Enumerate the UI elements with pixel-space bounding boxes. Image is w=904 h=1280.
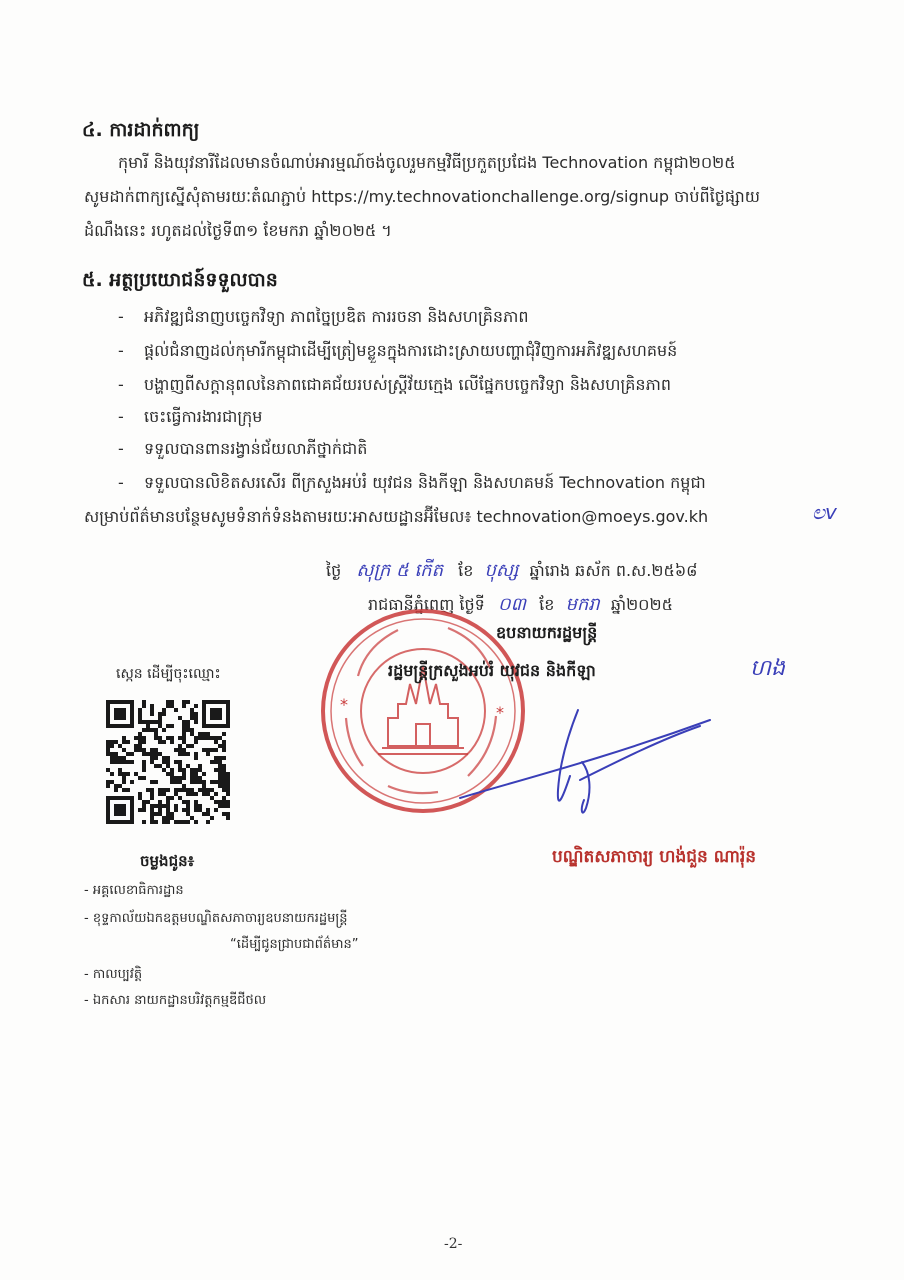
bullet-dash: - <box>118 375 124 394</box>
benefit-item <box>118 406 262 430</box>
signature-icon <box>430 690 730 840</box>
benefit-item <box>118 374 671 398</box>
qr-caption: ស្កេន ដើម្បីចុះឈ្មោះ <box>116 666 221 682</box>
benefit-item <box>118 306 528 330</box>
lunar-month-handwritten: បុស្ស <box>484 560 519 581</box>
gregorian-month-handwritten: មករា <box>565 594 600 615</box>
svg-text:*: * <box>340 695 348 714</box>
page-number: -2- <box>444 1236 463 1252</box>
handwritten-initials: ហង <box>750 656 785 681</box>
qr-code-icon[interactable] <box>106 700 230 824</box>
bullet-dash: - <box>118 341 124 360</box>
benefit-text: ទទួលបានពានរង្វាន់ជ័យលាភីថ្នាក់ជាតិ <box>144 439 368 458</box>
signatory-title-2: រដ្ឋមន្ត្រីក្រសួងអប់រំ យុវជន និងកីឡា <box>388 661 596 680</box>
bullet-dash: - <box>118 439 124 458</box>
section-4-heading: ៤. ការដាក់ពាក្យ <box>82 119 200 141</box>
distribution-heading: ចម្លងជូន៖ <box>140 852 195 870</box>
gregorian-day-handwritten: ០៣ <box>497 594 527 615</box>
distribution-item: - ខុទ្ទកាល័យឯកឧត្តមបណ្ឌិតសភាចារ្យឧបនាយករដ្ឋមន្ត្រី <box>84 911 348 926</box>
gregorian-prefix: រាជធានីភ្នំពេញ ថ្ងៃទី <box>368 595 485 614</box>
month-label: ខែ <box>458 561 474 580</box>
benefit-item <box>118 438 367 462</box>
lunar-date-line <box>326 558 697 585</box>
lunar-suffix: ឆ្នាំរោង ឆស័ក ព.ស.២៥៦៨ <box>529 561 698 580</box>
benefit-item <box>118 340 677 364</box>
lunar-date-handwritten: សុក្រ ៥ កើត <box>356 560 444 581</box>
lunar-prefix: ថ្ងៃ <box>326 561 342 580</box>
gregorian-month-label: ខែ <box>539 595 555 614</box>
section-5-heading: ៥. អត្ថប្រយោជន៍ទទួលបាន <box>82 269 278 291</box>
benefit-text: ផ្តល់ជំនាញដល់កុមារីកម្ពុជាដើម្បីត្រៀមខ្លួនក្នុងការដោះស្រាយបញ្ហាជុំវិញការអភិវឌ្ឍសហគមន៍ <box>144 341 678 360</box>
section-4-line-3: ដំណឹងនេះ រហូតដល់ថ្ងៃទី៣១ ខែមករា ឆ្នាំ២០២៥ ។ <box>84 221 392 240</box>
distribution-item: - កាលប្បវត្តិ <box>84 967 143 982</box>
handwritten-initials: ಲv <box>812 500 837 524</box>
benefit-item <box>118 472 706 496</box>
benefit-text: ចេះធ្វើការងារជាក្រុម <box>144 407 263 426</box>
distribution-item: - ឯកសារ នាយកដ្ឋានបរិវត្តកម្មឌីជីថល <box>84 993 267 1008</box>
benefit-text: ទទួលបានលិខិតសរសើរ ពីក្រសួងអប់រំ យុវជន និងកីឡា និងសហគមន៍ Technovation កម្ពុជា <box>144 473 706 492</box>
svg-text:*: * <box>496 703 504 722</box>
benefit-text: អភិវឌ្ឍជំនាញបច្ចេកវិទ្យា ភាពច្នៃប្រឌិត ការរចនា និងសហគ្រិនភាព <box>144 307 529 326</box>
benefit-text: បង្ហាញពីសក្តានុពលនៃភាពជោគជ័យរបស់ស្ត្រីវ័យក្មេង លើផ្នែកបច្ចេកវិទ្យា និងសហគ្រិនភាព <box>144 375 671 394</box>
bullet-dash: - <box>118 407 124 426</box>
signatory-name: បណ្ឌិតសភាចារ្យ ហង់ជួន ណារ៉ុន <box>552 847 757 867</box>
distribution-item: “ដើម្បីជូនជ្រាបជាព័ត៌មាន” <box>230 937 359 952</box>
gregorian-suffix: ឆ្នាំ២០២៥ <box>610 595 673 614</box>
bullet-dash: - <box>118 473 124 492</box>
contact-line: សម្រាប់ព័ត៌មានបន្ថែមសូមទំនាក់ទំនងតាមរយៈអាសយដ្ឋានអ៊ីមែល៖ technovation@moeys.gov.kh <box>84 507 709 526</box>
signatory-title-1: ឧបនាយករដ្ឋមន្ត្រី <box>496 623 598 642</box>
section-4-line-2: សូមដាក់ពាក្យស្នើសុំតាមរយៈតំណភ្ជាប់ https://my.technovationchallenge.org/signup ចាប់ពីថ្ងៃផ្សាយ <box>84 187 760 206</box>
distribution-item: - អគ្គលេខាធិការដ្ឋាន <box>84 883 184 898</box>
section-4-line-1: កុមារី និងយុវនារីដែលមានចំណាប់អារម្មណ៍ចង់ចូលរួមកម្មវិធីប្រកួតប្រជែង Technovation កម្ពុជា២០២៥ <box>118 153 736 172</box>
bullet-dash: - <box>118 307 124 326</box>
